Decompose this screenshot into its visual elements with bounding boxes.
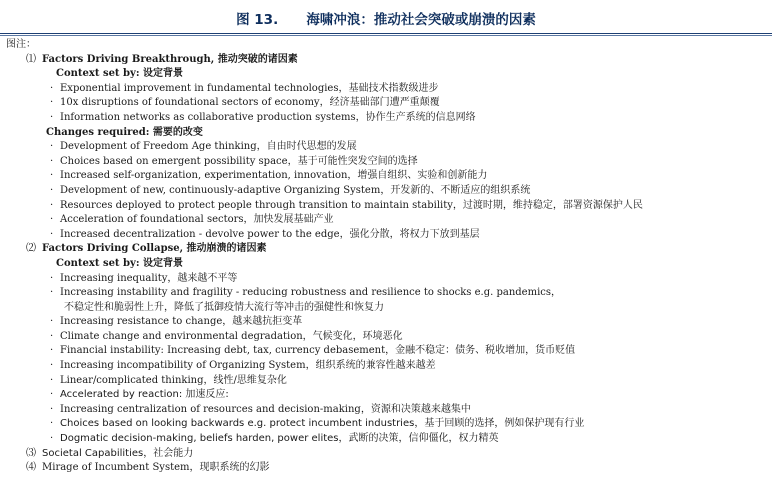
section-label: Factors Driving Collapse, 推动崩溃的诸因素: [42, 243, 267, 255]
section-breakthrough-heading: [6, 53, 766, 68]
list-item: · Information networks as collaborative production systems，协作生产系统的信息网络: [50, 111, 476, 123]
list-item: · 10x disruptions of foundational sectors of economy，经济基础部门遭严重颠覆: [50, 97, 440, 109]
list-item: · Financial instability: Increasing debt, tax, currency debasement，金融不稳定：债务、税收增加，货币贬值: [50, 345, 576, 357]
title-rule: [0, 33, 772, 34]
context-heading: Context set by: 设定背景: [56, 257, 184, 269]
list-item: · Increasing incompatibility of Organizing System，组织系统的兼容性越来越差: [50, 360, 436, 372]
section-label: Societal Capabilities，社会能力: [42, 447, 194, 459]
section-number: ⑴: [26, 53, 36, 65]
note-label: 图注：: [6, 39, 36, 50]
section-capabilities: [6, 447, 766, 462]
section-number: ⑷: [26, 462, 36, 474]
list-item: · Linear/complicated thinking，线性/思维复杂化: [50, 374, 287, 386]
list-item: · Climate change and environmental degradation，气候变化，环境恶化: [50, 330, 403, 342]
list-item: · Exponential improvement in fundamental technologies，基础技术指数级进步: [50, 82, 439, 94]
section-number: ⑵: [26, 243, 36, 255]
list-item: · Development of new, continuously-adaptive Organizing System，开发新的、不断适应的组织系统: [50, 184, 531, 196]
changes-heading: Changes required: 需要的改变: [46, 126, 203, 138]
list-item: · Increased self-organization, experimentation, innovation，增强自组织、实验和创新能力: [50, 170, 488, 182]
list-item: · Resources deployed to protect people through transition to maintain stability，过渡时期，维持稳定，部署资源保护人民: [50, 199, 643, 211]
list-item: · Choices based on looking backwards e.g. protect incumbent industries，基于回顾的选择，例如保护现有行业: [50, 418, 585, 430]
list-item: · Increasing centralization of resources and decision-making，资源和决策越来越集中: [50, 403, 471, 415]
section-number: ⑶: [26, 447, 36, 459]
figure-notes: [6, 38, 766, 476]
list-item: · Development of Freedom Age thinking，自由时代思想的发展: [50, 141, 357, 153]
context-heading: Context set by: 设定背景: [56, 68, 184, 80]
list-item: · Increasing resistance to change，越来越抗拒变革: [50, 316, 303, 328]
section-collapse-heading: [6, 242, 766, 257]
title-rule-thin: [0, 35, 772, 36]
list-item: · Increasing inequality，越来越不平等: [50, 272, 238, 284]
section-label: Mirage of Incumbent System，现职系统的幻影: [42, 462, 270, 474]
section-mirage: [6, 461, 766, 476]
reaction-heading: · Accelerated by reaction: 加速反应:: [50, 389, 229, 401]
figure-title: 图 13. 海啸冲浪：推动社会突破或崩溃的因素: [236, 12, 536, 28]
list-item-continuation: 不稳定性和脆弱性上升，降低了抵御疫情大流行等冲击的强健性和恢复力: [64, 301, 384, 313]
list-item: · Choices based on emergent possibility space，基于可能性突发空间的选择: [50, 155, 418, 167]
list-item: · Dogmatic decision-making, beliefs harden, power elites，武断的决策，信仰僵化，权力精英: [50, 433, 499, 445]
section-label: Factors Driving Breakthrough, 推动突破的诸因素: [42, 53, 298, 65]
list-item: · Increasing instability and fragility - reducing robustness and resilience to shocks e.g. pandemics，: [50, 287, 562, 299]
list-item: · Increased decentralization - devolve power to the edge，强化分散，将权力下放到基层: [50, 228, 480, 240]
list-item: · Acceleration of foundational sectors，加快发展基础产业: [50, 214, 334, 226]
